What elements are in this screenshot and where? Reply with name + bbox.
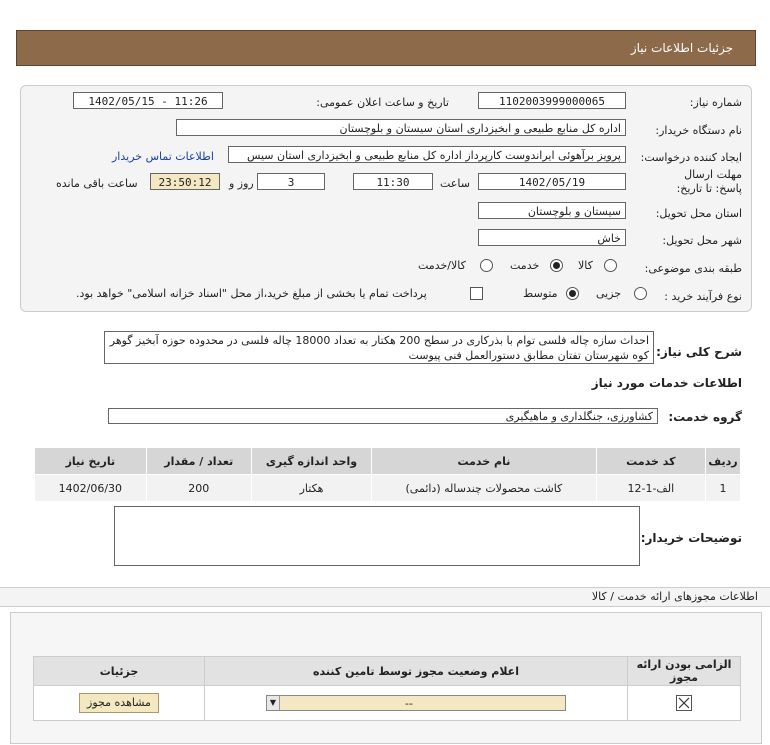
service-code-cell: الف-1-12 [596,475,705,502]
city-label: شهر محل تحویل: [662,234,742,247]
licenses-section-title: اطلاعات مجوزهای ارائه خدمت / کالا [591,590,758,603]
page-header [16,30,756,66]
licenses-section-header [0,587,770,607]
license-status-select[interactable] [266,695,566,711]
table-row [35,475,741,502]
summary-label: شرح کلی نیاز: [656,345,742,359]
category-radio-goods-service[interactable] [480,259,493,272]
quantity-cell: 200 [146,475,251,502]
category-option-goods: کالا [578,259,593,272]
services-section-title: اطلاعات خدمات مورد نیاز [591,376,742,390]
license-status-value: -- [405,697,413,710]
unit-cell: هکتار [251,475,371,502]
announce-date-field[interactable]: 1402/05/15 - 11:26 [73,92,223,109]
buyer-notes-label: توضیحات خریدار: [640,531,742,545]
days-remaining-field[interactable]: 3 [257,173,325,190]
category-radio-goods[interactable] [604,259,617,272]
checked-box-icon[interactable] [676,695,692,711]
province-field[interactable]: سیستان و بلوچستان [478,202,626,219]
service-group-field[interactable]: کشاورزی، جنگلداری و ماهیگیری [108,408,658,424]
col-unit: واحد اندازه گیری [251,448,371,475]
remaining-time-field: 23:50:12 [150,173,220,190]
category-label: طبقه بندی موضوعی: [644,262,742,275]
buyer-org-label: نام دستگاه خریدار: [655,124,742,137]
licenses-table [33,656,741,721]
need-date-cell: 1402/06/30 [35,475,147,502]
process-radio-minor[interactable] [634,287,647,300]
deadline-time-label: ساعت [440,177,470,190]
col-row-number: ردیف [706,448,741,475]
summary-text: احداث سازه چاله فلسی توام با بذرکاری در سطح 200 هکتار به تعداد 18000 چاله فلسی در محدوده حوزه آبخیز گوهر کوه شهرستان تفتان مطابق دستورالعمل فنی پیوست [104,331,654,364]
buyer-org-field[interactable]: اداره کل منابع طبیعی و ابخیزداری استان سیستان و بلوچستان [176,119,626,136]
col-license-details: جزئیات [34,657,205,686]
city-field[interactable]: خاش [478,229,626,246]
announce-date-label: تاریخ و ساعت اعلان عمومی: [316,96,449,109]
view-license-button[interactable]: مشاهده مجوز [79,693,159,713]
buyer-notes-field[interactable] [114,506,640,566]
license-details-cell [34,686,205,721]
category-option-goods-service: کالا/خدمت [418,259,466,272]
col-service-code: کد خدمت [596,448,705,475]
contact-buyer-link[interactable]: اطلاعات تماس خریدار [112,150,214,163]
need-number-field[interactable]: 1102003999000065 [478,92,626,109]
process-type-label: نوع فرآیند خرید : [664,290,742,303]
license-required-cell [628,686,741,721]
category-option-service: خدمت [510,259,540,272]
row-number-cell: 1 [706,475,741,502]
col-license-status: اعلام وضعیت مجوز توسط تامین کننده [205,657,628,686]
process-option-medium: متوسط [523,287,558,300]
treasury-payment-checkbox[interactable] [470,287,483,300]
col-license-required: الزامی بودن ارائه مجوز [628,657,741,686]
deadline-time-field[interactable]: 11:30 [353,173,433,190]
category-radio-service[interactable] [550,259,563,272]
process-option-minor: جزیی [596,287,622,300]
license-status-cell [205,686,628,721]
services-table [34,447,741,502]
chevron-down-icon[interactable]: ▼ [267,696,280,710]
col-service-name: نام خدمت [372,448,596,475]
process-radio-medium[interactable] [566,287,579,300]
need-number-label: شماره نیاز: [689,96,742,109]
deadline-label: مهلت ارسال پاسخ: تا تاریخ: [676,168,742,195]
requester-label: ایجاد کننده درخواست: [640,151,742,164]
col-quantity: تعداد / مقدار [146,448,251,475]
licenses-table-header [34,657,741,686]
days-label: روز و [229,177,254,190]
province-label: استان محل تحویل: [655,207,742,220]
col-need-date: تاریخ نیاز [35,448,147,475]
service-group-label: گروه خدمت: [668,410,742,424]
requester-field[interactable]: پرویز برآهوئی ایراندوست کارپرداز اداره کل منابع طبیعی و ابخیزداری استان سیس [228,146,626,163]
remaining-time-label: ساعت باقی مانده [56,177,138,190]
deadline-date-field[interactable]: 1402/05/19 [478,173,626,190]
services-table-header [35,448,741,475]
treasury-payment-note: پرداخت تمام یا بخشی از مبلغ خرید،از محل "اسناد خزانه اسلامی" خواهد بود. [76,287,427,300]
service-name-cell: کاشت محصولات چندساله (دائمی) [372,475,596,502]
page-title: جزئیات اطلاعات نیاز [630,41,733,55]
table-row [34,686,741,721]
